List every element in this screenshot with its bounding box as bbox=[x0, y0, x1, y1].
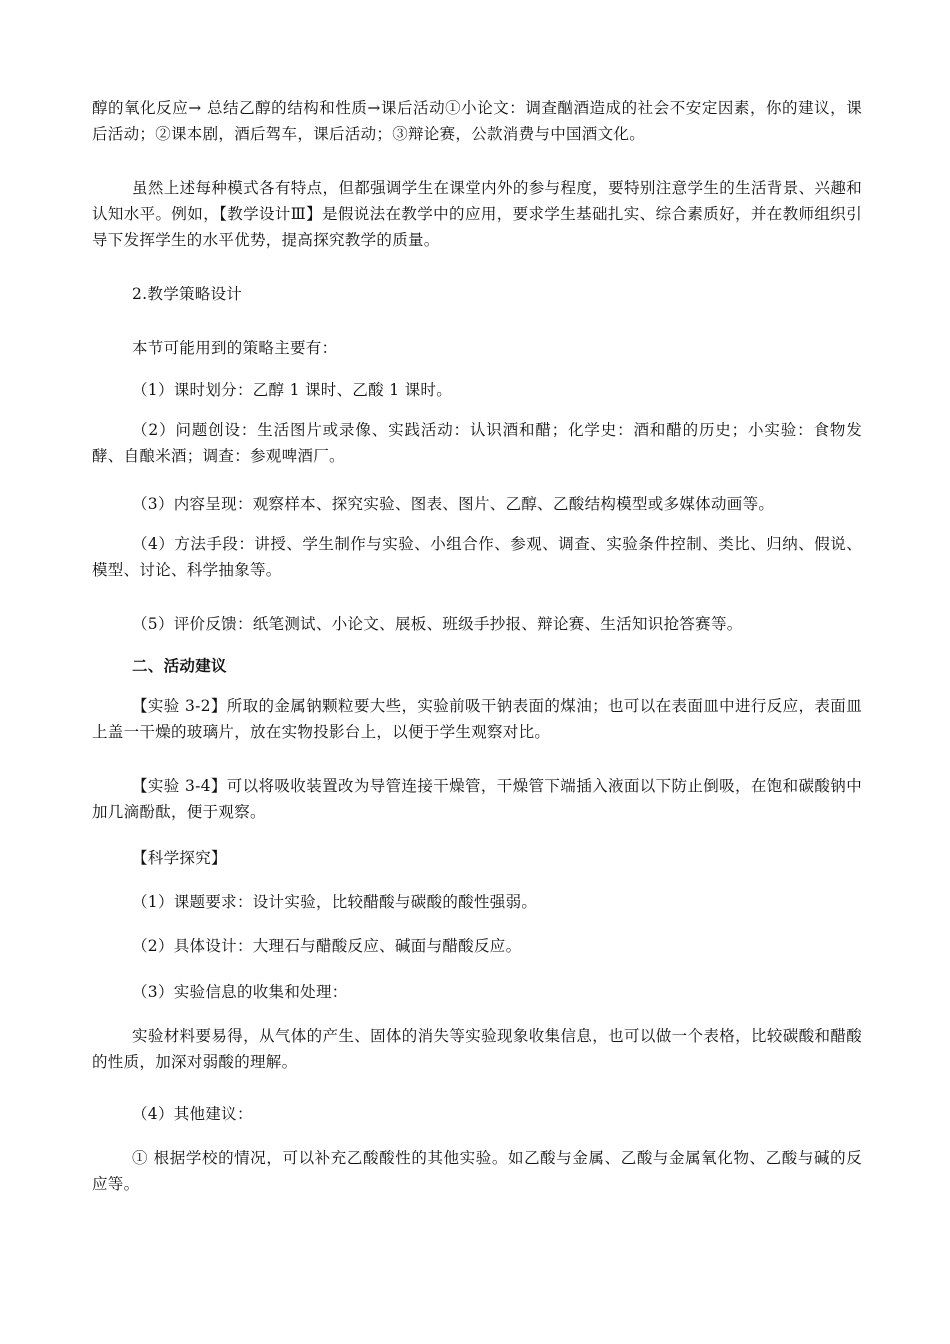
list-item-lesson-division: （1）课时划分：乙醇 1 课时、乙酸 1 课时。 bbox=[132, 381, 452, 399]
list-item-specific-design: （2）具体设计：大理石与醋酸反应、碱面与醋酸反应。 bbox=[132, 937, 522, 955]
paragraph-materials: 实验材料要易得，从气体的产生、固体的消失等实验现象收集信息，也可以做一个表格，比较碳酸和醋酸的性质，加深对弱酸的理解。 bbox=[92, 1027, 862, 1071]
list-item-content-presentation: （3）内容呈现：观察样本、探究实验、图表、图片、乙醇、乙酸结构模型或多媒体动画等。 bbox=[132, 495, 775, 513]
section-heading-scientific-inquiry: 【科学探究】 bbox=[132, 849, 227, 867]
paragraph-suggestion-1: ① 根据学校的情况，可以补充乙酸酸性的其他实验。如乙酸与金属、乙酸与金属氧化物、乙酸与碱的反应等。 bbox=[92, 1149, 862, 1193]
list-item-other-suggestions: （4）其他建议： bbox=[132, 1105, 253, 1123]
paragraph-experiment-3-2: 【实验 3-2】所取的金属钠颗粒要大些，实验前吸干钠表面的煤油；也可以在表面皿中进行反应，表面皿上盖一干燥的玻璃片，放在实物投影台上，以便于学生观察对比。 bbox=[92, 697, 862, 741]
paragraph-strategy-intro: 本节可能用到的策略主要有： bbox=[132, 339, 338, 357]
paragraph-experiment-3-4: 【实验 3-4】可以将吸收装置改为导管连接干燥管，干燥管下端插入液面以下防止倒吸，在饱和碳酸钠中加几滴酚酞，便于观察。 bbox=[92, 777, 862, 821]
section-heading-activity-suggestions: 二、活动建议 bbox=[132, 656, 227, 675]
list-item-methods: （4）方法手段：讲授、学生制作与实验、小组合作、参观、调查、实验条件控制、类比、归纳、假说、模型、讨论、科学抽象等。 bbox=[92, 535, 862, 579]
section-heading-strategy-design: 2.教学策略设计 bbox=[132, 285, 243, 303]
paragraph-oxidation-activities: 醇的氧化反应→ 总结乙醇的结构和性质→课后活动①小论文：调查酗酒造成的社会不安定因素，你的建议，课后活动；②课本剧，酒后驾车，课后活动；③辩论赛，公款消费与中国酒文化。 bbox=[92, 99, 862, 143]
list-item-topic-requirement: （1）课题要求：设计实验，比较醋酸与碳酸的酸性强弱。 bbox=[132, 893, 538, 911]
list-item-info-collection: （3）实验信息的收集和处理： bbox=[132, 983, 348, 1001]
paragraph-model-summary: 虽然上述每种模式各有特点，但都强调学生在课堂内外的参与程度，要特别注意学生的生活背景、兴趣和认知水平。例如，【教学设计Ⅲ】是假说法在教学中的应用，要求学生基础扎实、综合素质好，并在教师组织引导下发挥学生的水平优势，提高探究教学的质量。 bbox=[92, 179, 862, 249]
list-item-evaluation: （5）评价反馈：纸笔测试、小论文、展板、班级手抄报、辩论赛、生活知识抢答赛等。 bbox=[132, 615, 743, 633]
list-item-question-creation: （2）问题创设：生活图片或录像、实践活动：认识酒和醋；化学史：酒和醋的历史；小实验：食物发酵、自酿米酒；调查：参观啤酒厂。 bbox=[92, 421, 862, 465]
